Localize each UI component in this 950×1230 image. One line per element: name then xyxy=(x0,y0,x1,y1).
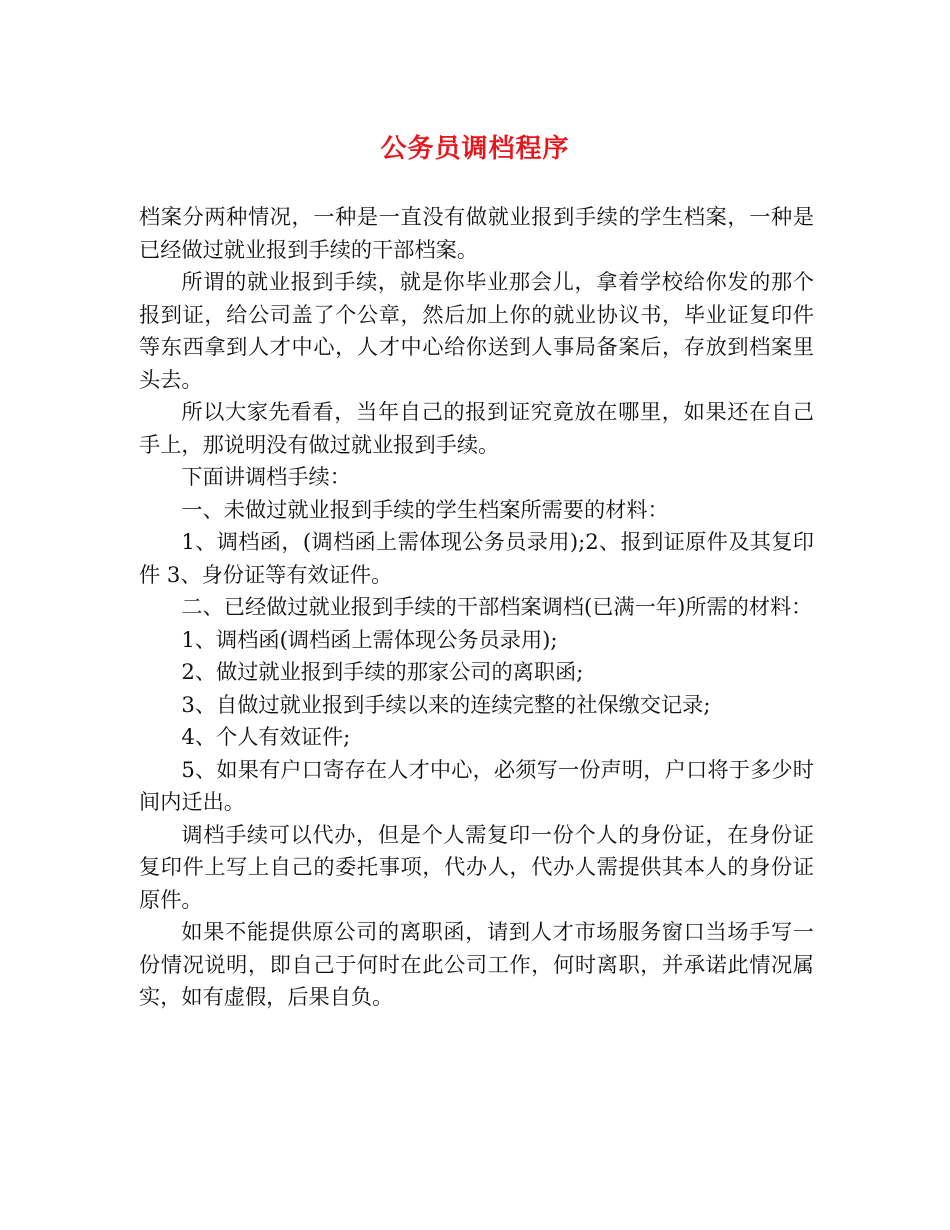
paragraph-proxy-handling: 调档手续可以代办，但是个人需复印一份个人的身份证，在身份证复印件上写上自己的委托事项，代办人，代办人需提供其本人的身份证原件。 xyxy=(139,821,814,912)
paragraph-procedure-intro: 下面讲调档手续： xyxy=(181,464,351,489)
heading-student-archive-materials: 一、未做过就业报到手续的学生档案所需要的材料： xyxy=(181,496,669,522)
list-item-resignation-letter: 2、做过就业报到手续的那家公司的离职函; xyxy=(181,659,584,684)
paragraph-check-certificate: 所以大家先看看，当年自己的报到证究竟放在哪里，如果还在自己手上，那说明没有做过就业报到手续。 xyxy=(139,399,814,457)
heading-cadre-archive-materials: 二、已经做过就业报到手续的干部档案调档(已满一年)所需的材料： xyxy=(181,594,813,619)
document-body xyxy=(139,201,814,1014)
list-item-valid-id: 4、个人有效证件; xyxy=(181,724,351,749)
list-student-archive-items: 1、调档函，(调档函上需体现公务员录用);2、报到证原件及其复印件 3、身份证等有效证件。 xyxy=(139,529,814,587)
paragraph-no-resignation-letter: 如果不能提供原公司的离职函，请到人才市场服务窗口当场手写一份情况说明，即自己于何时在此公司工作，何时离职，并承诺此情况属实，如有虚假，后果自负。 xyxy=(139,919,814,1009)
list-item-household-statement: 5、如果有户口寄存在人才中心，必须写一份声明，户口将于多少时间内迁出。 xyxy=(139,756,814,814)
document-title: 公务员调档程序 xyxy=(380,134,570,164)
list-item-transfer-letter: 1、调档函(调档函上需体现公务员录用); xyxy=(181,626,558,652)
list-item-social-security-record: 3、自做过就业报到手续以来的连续完整的社保缴交记录; xyxy=(181,691,711,717)
paragraph-archive-types: 档案分两种情况，一种是一直没有做就业报到手续的学生档案，一种是已经做过就业报到手续的干部档案。 xyxy=(139,204,814,262)
paragraph-registration-definition: 所谓的就业报到手续，就是你毕业那会儿，拿着学校给你发的那个报到证，给公司盖了个公章，然后加上你的就业协议书，毕业证复印件等东西拿到人才中心，人才中心给你送到人事局备案后，存放到档案里头去。 xyxy=(139,269,814,392)
